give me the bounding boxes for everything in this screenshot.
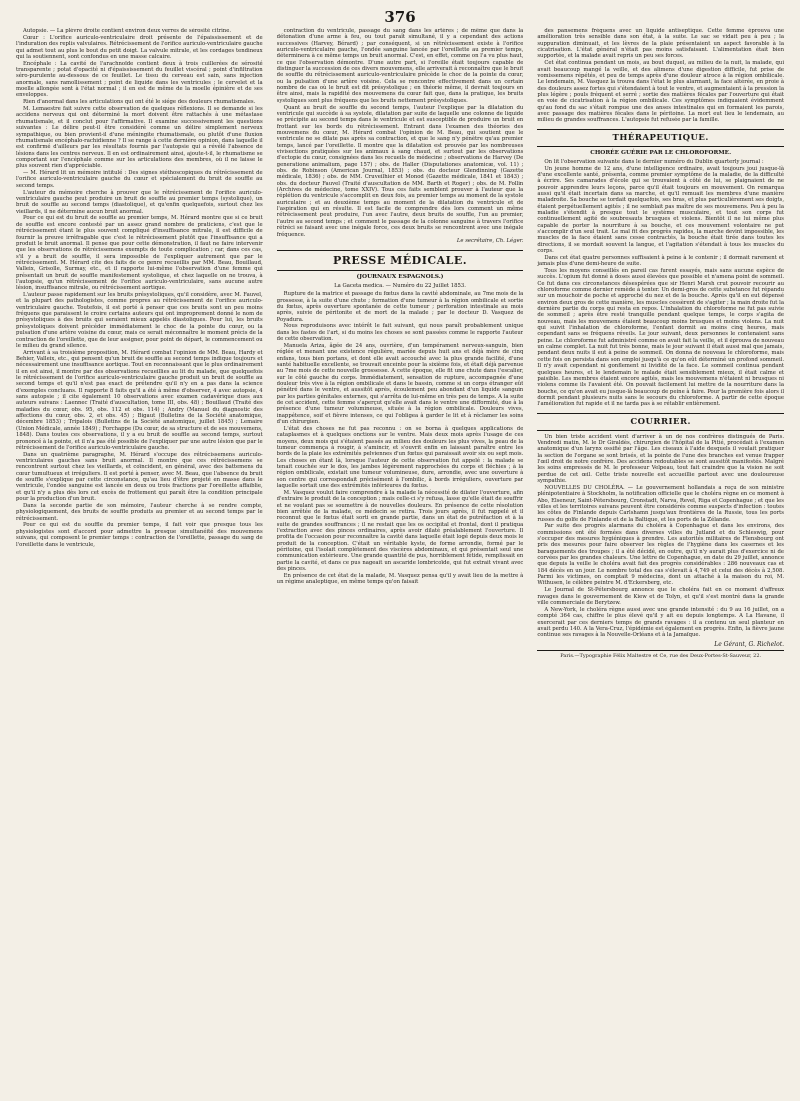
paragraph: Arrivant à sa troisième proposition, M. Hérard combat l'opinion de MM. Beau, Hardy et Behier, Valleix, etc., qui pensent qu'un bruit de souffle au second temps indique toujours et nécessairement une insuffisance aortique. Tout en reconnaissant que le plus ordinairement il en est ainsi, il montre par des observations recueillies au lit du malade, que quelquefois le rétrécissement de l'orifice auriculo-ventriculaire gauche produit un bruit de souffle au second temps et qu'il n'est pas exact de prétendre qu'il n'y en a pas dans la science d'exemples concluans. Il rapporte 8 faits qu'il a été à même d'observer, 4 avec autopsie, 4 sans autopsie ; il cite également 10 observations avec examen cadavérique dues aux auteurs suivans : Laennec (Traité d'auscultation, tome III, obs. 48) ; Bouillaud (Traité des maladies du cœur, obs. 95, obs. 112 et obs. 114) ; Andry (Manuel du diagnostic des affections du cœur, obs. 2, et obs. 45) ; Bigaut (Bulletins de la Société anatomique, décembre 1853) ; Tripalois (Bulletins de la Société anatomique, juillet 1845) ; Lemaire (Union Médicale, année 1849) ; Forchappe (Du cœur, de sa structure et de ses mouvemens, 1848). Dans toutes ces observations, il y a eu bruit de souffle au second temps, surtout prononcé à la pointe, et il n'a pas été possible de l'expliquer par une autre lésion que par le rétrécissement de l'orifice auriculo-ventriculaire gauche. bbox=[16, 349, 263, 451]
paragraph: Encéphale : La cavité de l'arachnoïde contient deux à trois cuillerées de sérosité transparente ; potat d'opacité ni d'épaississement du feuillet viscéral ; point d'infiltration séro-purulente au-dessous de ce feuillet. Le tissu du cerveau est sain, sans injection anormale, sans ramollissement ; point de liquide dans les ventricules ; le cervelet et la moelle allongée sont à l'état normal ; il en est de même de la moelle épinière et de ses enveloppes. bbox=[16, 60, 263, 99]
paragraph: Quant au bruit de souffle du second temps, l'auteur l'explique par la dilatation du ventricule qui succède à sa systole, dilatation par suite de laquelle une colonne de liquide se précipite au second temps dans le ventricule et est susceptible de produire un bruit en frottant sur les bords du rétrécissement. Entrant dans l'examen des théories des mouvemens du cœur, M. Hérard combat l'opinion de M. Beau, qui soutient que le ventricule ne se dilate pas après sa contraction, et que le sang n'y pénètre qu'au premier temps, lancé par l'oreillette. Il montre que la dilatation est prouvée par les nombreuses vivisections pratiquées sur les animaux à sang chaud, et surtout par les observations d'ectopie du cœur, consignées dans les recueils de médecine ; observations de Harvey (De generatione animalium, page 157) ; obs. de Haller (Disputationes anatomicæ, vol. 11) ; obs. de Robinson (American Journal, 1853) ; obs. du docteur Glendinning (Gazette médicale, 1836) ; obs. de MM. Cruveilhier et Monod (Gazette médicale, 1841 et 1843) ; obs. du docteur Fauvel (Traité d'auscultation de MM. Barth et Roger) ; obs. de M. Follin (Archives de médecine, tome XXIV). Tous ces faits semblent prouver à l'auteur que la réplétion du ventricule s'accomplit en deux fois, au premier temps au moment de la systole auriculaire ; et au deuxième temps au moment de la dilatation du ventricule et de l'aspiration qui en résulte. Il est facile de comprendre dès lors comment un même rétrécissement peut produire, l'un avec l'autre, deux bruits de souffle, l'un au premier, l'autre au second temps ; et comment le passage de la colonne sanguine à travers l'orifice rétréci se faisant avec une inégale force, ces deux bruits se rencontrent avec une inégale fréquence. bbox=[276, 104, 524, 238]
paragraph: Manuela Ariza, âgée de 24 ans, ouvrière, d'un tempérament nerveux-sanguin, bien réglée et menant une existence régulière, mariée depuis huit ans et déjà mère de cinq enfans, tous bien portans, et dont elle avait accouché avec la plus grande facilité, d'une santé habituelle excellente, se trouvait enceinte pour la sixième fois, et était déjà parvenue au 7me mois de cette nouvelle grossesse. A cette époque, elle fit une chute dans l'escalier, sur le côté gauche du corps. Immédiatement, sensation de rupture, accompagnée d'une douleur très vive à la région ombilicale et dans le bassin, comme si un corps étranger eût pénétré dans le ventre, et aussitôt après, écoulement peu abondant d'un liquide sanguin par les parties génitales externes, qui s'arrêta de lui-même en très peu de temps. A la suite de cet accident, cette femme s'aperçut qu'elle avait dans le ventre une difformité, due à la présence d'une tumeur volumineuse, située à la région ombilicale. Douleurs vives, inappétence, soif et fièvre intenses, ce qui l'obligea à garder le lit et à réclamer les soins d'un chirurgien. bbox=[276, 342, 524, 426]
paragraph: M. Vasquez voulut faire comprendre à la malade la nécessité de dilater l'ouverture, afin d'extraire le produit de la conception ; mais celle-ci s'y refusa, lasse qu'elle était de souffrir et ne voulant pas se soumettre à de nouvelles douleurs. En présence de cette résolution bien arrêtée de la malade, ce médecin se retira. Trois jours après, il fut rappelé et il reconnut que le fœtus était sorti en grande partie, dans un état de putréfaction et à la suite de grandes souffrances ; il ne restait que les os occipital et frontal, dont il pratiqua l'extraction avec des pinces ordinaires, après avoir dilaté préalablement l'ouverture. Il profita de l'occasion pour reconnaître la cavité dans laquelle était logé depuis deux mois le produit de la conception. C'était un véritable kyste, de forme arrondie, formé par le péritoine, qui l'isolait complètement des viscères abdominaux, et qui présentait seul une communication extérieure. Une grande quantité de pus, horriblement fétide, remplissait en partie la cavité, et dans ce pus nageait un ascaride lombricoïde, qui fut extrait vivant avec des pinces. bbox=[276, 489, 524, 572]
paragraph: Autopsie. — La plèvre droite contient environ deux verres de sérosité citrine. bbox=[23, 28, 232, 34]
paragraph: contraction du ventricule, passage du sang dans les artères ; de même que dans la détonation d'une arme à feu, ou tout paraît simultané, il y a cependant des actions successives (Harvey, Bérard) ; par conséquent, si un rétrécissement existe à l'orifice auriculo-ventriculaire gauche, l'ondée sanguine lancée par l'oreillette au premier temps, déterminera à ce même temps un bruit anormal. C'est, en effet, comme on l'a vu plus haut, ce que l'observation démontre. D'une autre part, si l'oreille était toujours capable de distinguer la succession de ces divers mouvemens, elle arriverait à reconnaître que le bruit de souffle du rétrécissement auriculo-ventriculaire précède le choc de la pointe du cœur, ou la pulsation d'une artère voisine. Cela se rencontre effectivement dans un certain nombre de cas où le bruit est dit présystolique ; en théorie même, il devrait toujours en être ainsi, mais la rapidité des mouvemens du cœur fait que, dans la pratique, les bruits systoliques sont plus fréquens que les bruits nettement présystoliques. bbox=[276, 28, 524, 104]
paragraph: L'auteur du mémoire cherche à prouver que le rétrécissement de l'orifice auriculo-ventriculaire gauche peut produire un bruit de souffle au premier temps (systolique), un bruit de souffle au second temps (diastolique), et qu'enfin quelquefois, surtout chez les vieillards, il ne détermine aucun bruit anormal. bbox=[16, 189, 263, 215]
paragraph: Dans un quatrième paragraphe, M. Hérard s'occupe des rétrécissemens auriculo-ventriculaires gauches sans bruit anormal. Il montre que ces rétrécissemens se rencontrent surtout chez les vieillards, et coïncident, en général, avec des battemens du cœur tumultueux et irréguliers. Il est porté à penser, avec M. Beau, que l'absence du bruit de souffle s'explique par cette circonstance, qu'au lieu d'être projeté en masse dans le ventricule, l'ondée sanguine est lancée en deux ou trois fractions par l'oreillette affaiblie, et qu'il n'y a plus dès lors cet excès de frottement qui paraît être la condition principale pour la production d'un bruit. bbox=[16, 451, 263, 503]
paragraph: Par suite des progrès alarmans du choléra à Copenhague et dans les environs, des commissions ont été formées dans diverses villes du Jutland et du Schleswig, pour s'occuper des mesures hygiéniques à prendre. Les autorités militaires de Flensbourg ont pris des mesures pour faire observer les règles de l'hygiène dans les casernes et les baraquements des troupes ; il a été décidé, en outre, qu'il n'y aurait plus d'exercice ni de corvées par les grandes chaleurs. Une lettre de Copenhague, en date du 29 juillet, annonce que depuis la veille le choléra avait fait des progrès considérables : 286 nouveaux cas et 184 décès en un jour. Le nombre total des cas s'élevait à 4,749 et celui des décès à 2,508. Parmi les victimes, on comptait 9 médecins, dont un attaché à la maison du roi, M. Withusen, le célèbre peintre M. d'Eckersberg, etc. bbox=[537, 523, 785, 587]
paragraph: — M. Hérard lit un mémoire intitulé : Des signes stéthoscopiques du rétrécissement de l'orifice auriculo-ventriculaire gauche du cœur et spécialement du bruit de souffle au second temps. bbox=[16, 170, 263, 189]
secretary-signature: Le secrétaire, Ch. Léger. bbox=[456, 238, 524, 245]
paragraph: A New-York, le choléra règne aussi avec une grande intensité : du 9 au 16 juillet, on a compté 364 cas, chiffre le plus élevé qu'il y ait eu depuis longtemps. A La Havane, il exercerait par ces derniers temps de grands ravages : il a contenu un seul planteur en avait perdu 140. A la Vera-Cruz, l'épidémie est également en progrès. Enfin, la fièvre jaune continue ses ravages à la Nouvelle-Orléans et à la Jamaïque. bbox=[537, 606, 785, 639]
paragraph: Nous reproduisons avec intérêt le fait suivant, qui nous paraît probablement unique dans les fastes de l'art, si du moins les choses se sont passées comme le rapporte l'auteur de cette observation. bbox=[276, 323, 524, 343]
press-subheading: (JOURNAUX ESPAGNOLS.) bbox=[356, 273, 444, 280]
paragraph: Un jeune homme de 12 ans, d'une intelligence ordinaire, avait toujours joui jusque-là d'une excellente santé, présenta, comme premier symptôme de la maladie, de la difficulté à écrire. Ses camarades d'école qui se trouvaient à côté de lui, se plaignaient de ne pouvoir apprendre leurs leçons, parce qu'il était toujours en mouvement. On remarqua aussi qu'il était incertain dans sa marche, et qu'il remuait les membres d'une manière maladroite. Sa bouche se tordait quelquefois, ses bras, et plus particulièrement ses doigts, étaient perpétuellement agités ; il ne semblait pas maître de ses mouvemens. Peu à peu la maladie s'étendit à presque tout le système musculaire, et tout son corps fut continuellement agité de soubresauts brusques et violens. Bientôt il ne lui même plus capable de porter la nourriture à sa bouche, et ces mouvement volontaire ne put s'accomplir d'un seul trait. Le mal fit des progrès rapides, la marche devint impossible, les muscles de la face étaient sans cesse contractés, la bouche était tirée dans toutes les directions, il se mordait souvent la langue, et l'agitation s'étendait à tous les muscles du corps. bbox=[537, 165, 785, 254]
press-source: La Gaceta medica. — Numéro du 22 Juillet 1853. bbox=[334, 282, 466, 289]
page-number: 376 bbox=[384, 8, 416, 26]
paragraph: On lit l'observation suivante dans le dernier numéro du Dublin quarterly journal : bbox=[544, 158, 764, 165]
paragraph: Dans cet état quatre personnes suffisaient à peine à le contenir ; il dormait rarement et jamais plus d'une demi-heure de suite. bbox=[537, 254, 785, 268]
paragraph: L'état des choses ne fut pas reconnu : on se borna à quelques applications de cataplasmes et à quelques onctions sur le ventre. Mais deux mois après l'usage de ces moyens, deux mois qui s'étaient passés au milieu des douleurs les plus vives, la peau de la tumeur commença à rougir, à s'amincir, et s'ouvrit enfin en laissant paraître entre les bords de la plaie les extrémités pelviennes d'un fœtus qui paraissait avoir six ou sept mois. Les choses en étant là, lorsque l'auteur de cette observation fut appelé : la malade se tenait couchée sur le dos, les jambes légèrement rapprochées du corps et fléchies ; à la région ombilicale, existait une tumeur volumineuse, dure, arrondie, avec une ouverture à son centre qui correspondait précisément à l'ombilic, à bords irréguliers, ouverture par laquelle sortait une des extrémités inférieures du fœtus. bbox=[276, 425, 524, 489]
paragraph: Le Journal de St-Pétersbourg annonce que le choléra fait en ce moment d'affreux ravages dans le gouvernement de Kiew et de Tolyn, et qu'il s'est montré dans la grande ville commerciale de Berytzew. bbox=[537, 587, 785, 606]
paragraph: Tous les moyens conseillés en pareil cas furent essayés, mais sans aucune espèce de succès. L'opium fut donné à doses aussi élevées que possible et n'amena point de sommeil. Ce fut dans ces circonstances désespérées que sir Henri Marsh crut pouvoir recourir au chloroforme comme dernier remède à tenter. Un demi-gros de cette substance fut répandu sur un mouchoir de poche et approché du nez et de la bouche. Après qu'il en eut dépensé environ deux gros de cette manière, les muscles cessèrent de s'agiter ; la main droite fut la dernière partie du corps qui resta en repos. L'inhalation du chloroforme ne fut pas suivie de sommeil ; après être resté tranquille pendant quelque temps, le corps s'agita de nouveau, mais les mouvemens étaient beaucoup moins brusques et moins violens. La nuit qui suivit l'inhalation de chloroforme, l'enfant dormit au moins cinq heures, mais cependant sans se fréquens réveils. Le jour suivant, deux personnes le contenaient sans peine. Le chloroforme fut administré comme on avait fait la veille, et il éprouva de nouveau un calme complet. La nuit fut très bonne, mais le jour suivant il était aussi mal que jamais, pendant deux nuits il eut à peine de sommeil. On donna de nouveau le chloroforme, mais cette fois on persista dans son emploi jusqu'à ce qu'on eût déterminé un profond sommeil. Il n'y avait cependant ni gonflement ni lividité de la face. Le sommeil continua pendant quelques heures, et le lendemain le malade était sensiblement mieux, il était calme et paisible. Les membres étaient encore agités, mais les mouvemens n'étaient ni brusques ni violens comme ils l'avaient été. On pouvait facilement lui mettre de la nourriture dans la bouche, ce qu'on avait eu jusque-là beaucoup de peine à faire. Pour la première fois alors il dormit pendant plusieurs nuits sans le secours du chloroforme. A partir de cette époque l'amélioration fut rapide et il ne tarda pas à se rétablir entièrement. bbox=[537, 268, 785, 408]
paragraph: Dans la seconde partie de son mémoire, l'auteur cherche à se rendre compte, physiologiquement, des bruits de souffle produits au premier et au second temps par le rétrécissement. bbox=[16, 502, 263, 522]
section-title-therapeutique: THÉRAPEUTIQUE. bbox=[537, 129, 784, 147]
columns bbox=[16, 28, 784, 1090]
paragraph: Pour ce qui est du bruit de souffle au premier temps, M. Hérard montre que si ce bruit de souffle est encore contesté par un assez grand nombre de praticiens, c'est que le rétrécissement étant le plus souvent compliqué d'insuffisance mitrale, il est difficile de fournir la preuve irréfragable que c'est le rétrécissement plutôt que l'insuffisance qui a produit le bruit anormal. Il pense que pour cette démonstration, il faut ne faire intervenir que les observations de rétrécissemens exempts de toute complication ; car, dans ces cas, s'il y a bruit de souffle, il sera impossible de l'expliquer autrement que par le rétrécissement. M. Hérard cite des faits de ce genre recueillis par MM. Beau, Bouillaud, Valleix, Grisolle, Surmay, etc., et il rapporte lui-même l'observation d'une femme qui présentait un bruit de souffle manifestement systolique, et chez laquelle on ne trouva, à l'autopsie, qu'un rétrécissement de l'orifice auriculo-ventriculaire, sans aucune autre lésion, insuffisance mitrale, ou rétrécissement aortique. bbox=[16, 215, 263, 292]
paragraph: des pansemens fréquens avec un liquide antiseptique. Cette femme éprouva une amélioration très sensible dans son état, à la suite. Le sac se vidait peu à peu ; la suppuration diminuait, et les lèvres de la plaie présentaient un aspect favorable à la cicatrisation. L'état général n'était pas moins satisfaisant. L'alimentation était bien supportée, et la malade avait repris un peu ses forces. bbox=[537, 28, 785, 60]
paragraph: Rupture de la matrice et passage du fœtus dans la cavité abdominale, au 7me mois de la grossesse, à la suite d'une chute ; formation d'une tumeur à la région ombilicale et sortie du fœtus, après ouverture spontanée de cette tumeur ; perforation intestinale au mois après, suivie de péritonite et de mort de la malade ; par le docteur D. Vasquez de Poyadura. bbox=[276, 291, 524, 323]
section-title-presse: PRESSE MÉDICALE. bbox=[277, 250, 524, 271]
manager-signature: Le Gérant, G. Richelot. bbox=[714, 640, 785, 648]
therapeutique-subheading: CHORÉE GUÉRIE PAR LE CHLOROFORME. bbox=[590, 149, 732, 156]
paragraph: NOUVELLES DU CHOLÉRA. — Le gouvernement hollandais a reçu de son ministre plénipotentiaire à Stockholm, la notification officielle que le choléra règne en ce moment à Abo, Elseneur, Saint-Pétersbourg, Cronstadt, Narva, Revel, Riga et Copenhague ; et que les villes et les territoires suivans peuvent être considérés comme suspects d'infection : toutes les côtes de Finlande depuis Carlshamn jusqu'aux frontières de la Russie, tous les ports russes du golfe de Finlande et de la Baltique, et les ports de la Zélande. bbox=[537, 484, 785, 523]
column-2 bbox=[277, 28, 524, 1090]
paragraph: L'auteur passe rapidement sur les bruits présystoliques, qu'il considère, avec M. Fauvel, et la plupart des pathologistes, comme propres au rétrécissement de l'orifice auriculo-ventriculaire gauche. Toutefois, il est porté à penser que ces bruits sont un peu moins fréquens que paraissent le croire certains auteurs qui ont improprement donné le nom de présystoliques à des bruits qui seraient mieux appelés diastoliques. Pour lui, les bruits présystoliques doivent précéder immédiatement le choc de la pointe du cœur, ou la pulsation d'une artère voisine du cœur, mais ce serait méconnaître le moment précis de la contraction de l'oreillette, que de leur assigner, pour point de départ, le commencement ou le milieu du grand silence. bbox=[16, 292, 263, 349]
paragraph: Rien d'anormal dans les articulations qui ont été le siége des douleurs rhumatismales. bbox=[23, 99, 256, 106]
paragraph: En présence de cet état de la malade, M. Vasquez pensa qu'il y avait lieu de la mettre à un régime analeptique, en même temps qu'on faisait bbox=[276, 572, 524, 586]
printer-line: Paris.—Typographie Félix Maltestre et Ce, rue des Deux-Portes-St-Sauveur, 22. bbox=[537, 650, 784, 659]
paragraph: M. Lemaestre fait suivre cette observation de quelques réflexions. Il se demande si les accidens nerveux qui ont déterminé la mort doivent être rattachés à une métastase rhumatismale, et il conclut pour l'affirmative. Il examine successivement les questions suivantes : Le délire peut-il être considéré comme un délire simplement nerveux sympathique, ou bien provient-il d'une méningite rhumatismale, ou plutôt d'une fluxion rhumatismale encéphalo-rachidienne ? Il se range à cette dernière opinion, dans laquelle il est confirmé d'ailleurs par les résultats fournis par l'autopsie qui a révélé l'absence de lésions dans les centres nerveux. Il en est ordinairement ainsi, ajoute-t-il, le rhumatisme se comportant sur l'encéphale comme sur les articulations des membres, où il ne laisse le plus souvent rien d'appréciable. bbox=[16, 106, 263, 170]
column-3 bbox=[537, 28, 784, 1090]
paragraph: Pour ce qui est du souffle du premier temps, il fait voir que presque tous les physiologistes sont d'accord pour admettre la presque simultanéité des mouvemens suivans, qui composent le premier temps : contraction de l'oreillette, passage du sang de l'oreillette dans le ventricule, bbox=[16, 522, 263, 548]
paragraph: Cœur : L'orifice auriculo-ventriculaire droit présente de l'épaississement et de l'induration des replis valvulaires. Rétrécissement de l'orifice auriculo-ventriculaire gauche qui admet tout au plus le bout du petit doigt. La valvule mitrale, et les cordages tendineux qui la soutiennent, sont confondus en une masse calcaire. bbox=[16, 34, 263, 60]
paragraph: Un bien triste accident vient d'arriver à un de nos confrères distingués de Paris. Vendredi matin, M. le Dr Giraldès, chirurgien de l'hôpital de la Pitié, procédait à l'examen anatomique d'un larynx ossifié par l'âge. Les ciseaux à l'aide desquels il voulait pratiquer la section de l'organe se sont brisés, et la pointe de l'une des branches est venue frapper l'œil droit de notre confrère. Des accidens redoutables se sont aussitôt manifestés. Malgré les soins empressés de M. le professeur Velpeau, tout fait craindre que la vision ne soit perdue de cet œil. Cette triste nouvelle est accueillie partout avec une douloureuse sympathie. bbox=[537, 433, 785, 484]
paragraph: Cet état continua pendant un mois, au bout duquel, au milieu de la nuit, la malade, qui avait beaucoup mangé la veille, et des alimens d'une digestion difficile, fut prise de vomissemens répétés, et peu de temps après d'une douleur atroce à la région ombilicale. Le lendemain, M. Vasquez la trouva dans l'état le plus alarmant, la face altérée, en proie à des douleurs assez fortes qui s'étendaient à tout le ventre, et augmentaient à la pression la plus légère ; pouls fréquent et serré ; sortie des matières fécales par l'ouverture qui était en voie de cicatrisation à la région ombilicale. Ces symptômes indiquaient évidemment qu'au fond du sac s'était rompue une des anses intestinales qui en formaient les parois, avec passage des matières fécales dans le péritoine. La mort eut lieu le lendemain, au milieu de grandes souffrances. L'autopsie fut refusée par la famille. bbox=[537, 60, 785, 124]
column-1 bbox=[16, 28, 263, 1090]
section-title-courrier: COURRIER. bbox=[537, 413, 784, 431]
